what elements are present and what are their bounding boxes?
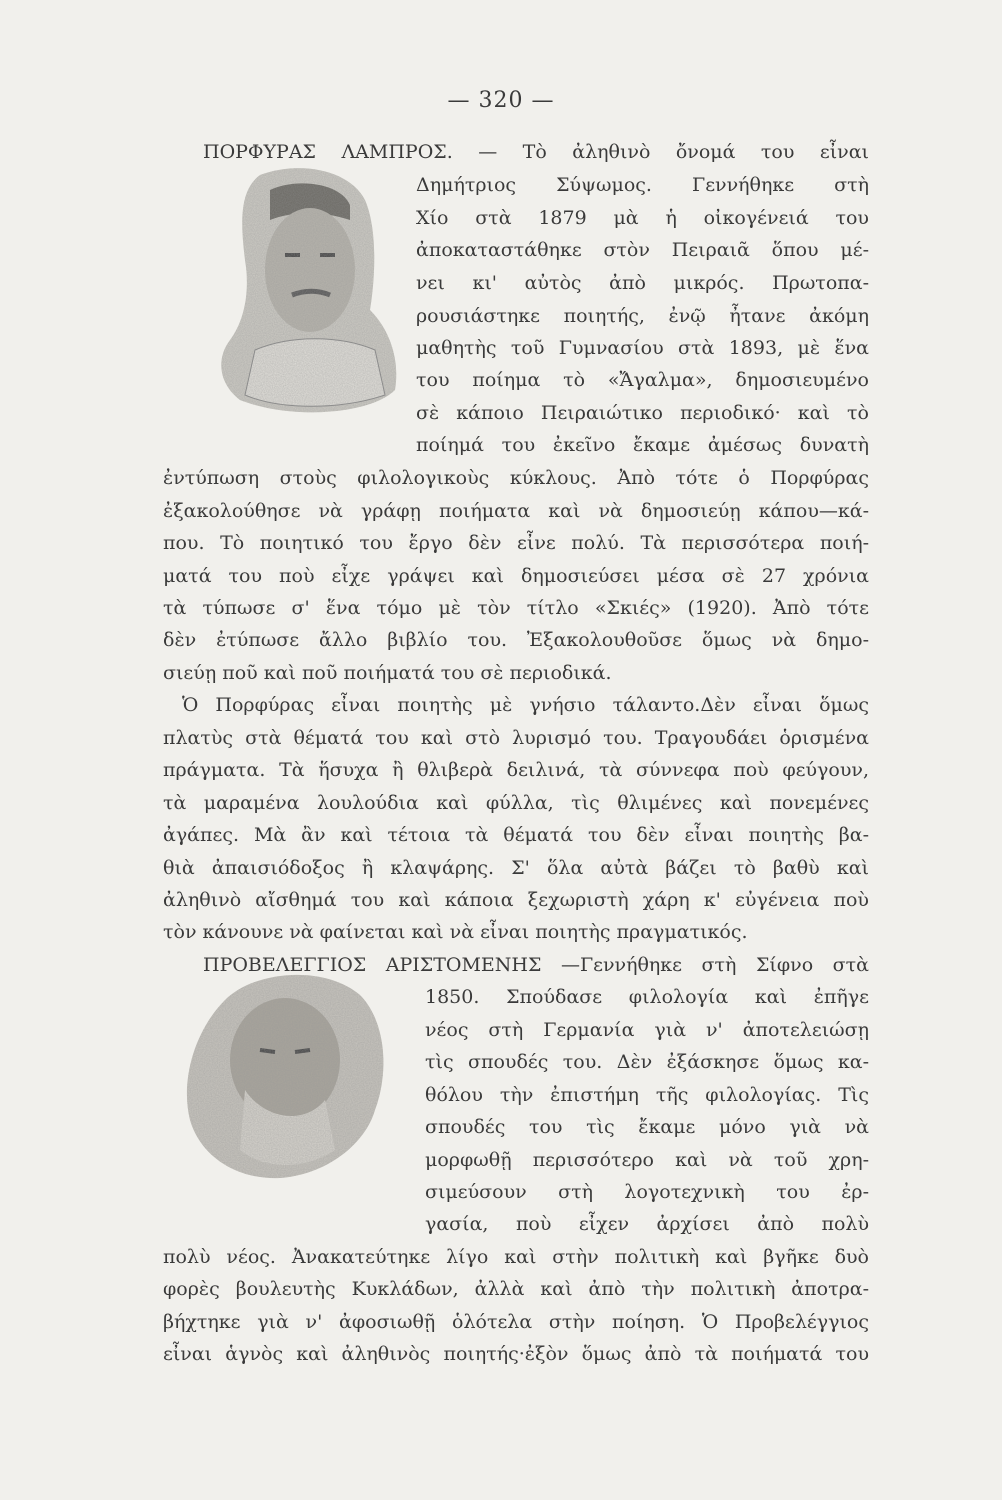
entry2-line: ΠΡΟΒΕΛΕΓΓΙΟΣ ΑΡΙΣΤΟΜΕΝΗΣ —Γεννήθηκε στὴ Σίφνο στὰ [203, 954, 869, 976]
entry1-line: σὲ κάποιο Πειραιώτικο περιοδικό· καὶ τὸ [416, 402, 869, 424]
entry1-line: ματά του ποὺ εἶχε γράψει καὶ δημοσιεύσει μέσα σὲ 27 χρόνια [163, 565, 869, 587]
entry2-line: 1850. Σπούδασε φιλολογία καὶ ἐπῆγε [425, 986, 869, 1008]
entry1-line: νει κι' αὐτὸς ἀπὸ μικρός. Πρωτοπα- [416, 272, 869, 294]
entry1-line: Δημήτριος Σύψωμος. Γεννήθηκε στὴ [416, 174, 869, 196]
page-number: — 320 — [447, 88, 555, 113]
entry1-line: ποίημά του ἐκεῖνο ἔκαμε ἀμέσως δυνατὴ [416, 434, 869, 456]
entry2-line: σπουδές του τὶς ἔκαμε μόνο γιὰ νὰ [425, 1116, 869, 1138]
entry1-line: ἀποκαταστάθηκε στὸν Πειραιᾶ ὅπου μέ- [416, 239, 869, 261]
entry1-line: ΠΟΡΦΥΡΑΣ ΛΑΜΠΡΟΣ. — Τὸ ἀληθινὸ ὄνομά του εἶναι [203, 141, 869, 163]
entry1-line: τὰ μαραμένα λουλούδια καὶ φύλλα, τὶς θλιμένες καὶ πονεμένες [163, 792, 869, 814]
entry2-line: γασία, ποὺ εἶχεν ἀρχίσει ἀπὸ πολὺ [425, 1213, 869, 1235]
entry1-line: ἐξακολούθησε νὰ γράφῃ ποιήματα καὶ νὰ δημοσιεύῃ κάπου—κά- [163, 500, 869, 522]
entry2-line: θόλου τὴν ἐπιστήμη τῆς φιλολογίας. Τὶς [425, 1084, 869, 1106]
entry1-line: του ποίημα τὸ «Ἄγαλμα», δημοσιευμένο [416, 369, 869, 391]
entry2-line: μορφωθῇ περισσότερο καὶ νὰ τοῦ χρη- [425, 1149, 869, 1171]
entry1-line: Χίο στὰ 1879 μὰ ἡ οἰκογένειά του [416, 207, 869, 229]
portrait-provelengios [175, 960, 390, 1190]
entry1-line: ἐντύπωση στοὺς φιλολογικοὺς κύκλους. Ἀπὸ τότε ὁ Πορφύρας [163, 467, 869, 489]
entry2-line: τὶς σπουδές του. Δὲν ἐξάσκησε ὅμως κα- [425, 1051, 869, 1073]
entry1-line: θιὰ ἀπαισιόδοξος ἢ κλαψάρης. Σ' ὅλα αὐτὰ βάζει τὸ βαθὺ καὶ [163, 857, 869, 879]
entry1-line: Ὁ Πορφύρας εἶναι ποιητὴς μὲ γνήσιο τάλαντο.Δὲν εἶναι ὅμως [182, 694, 869, 716]
entry1-line: τὸν κάνουνε νὰ φαίνεται καὶ νὰ εἶναι ποιητὴς πραγματικός. [163, 921, 748, 943]
entry1-line: τὰ τύπωσε σ' ἕνα τόμο μὲ τὸν τίτλο «Σκιές» (1920). Ἀπὸ τότε [163, 597, 869, 619]
entry2-line: φορὲς βουλευτὴς Κυκλάδων, ἀλλὰ καὶ ἀπὸ τὴν πολιτικὴ ἀποτρα- [163, 1278, 869, 1300]
entry1-line: σιεύῃ ποῦ καὶ ποῦ ποιήματά του σὲ περιοδικά. [163, 662, 612, 684]
entry2-line: νέος στὴ Γερμανία γιὰ ν' ἀποτελειώσῃ [425, 1019, 869, 1041]
entry2-line: πολὺ νέος. Ἀνακατεύτηκε λίγο καὶ στὴν πολιτικὴ καὶ βγῆκε δυὸ [163, 1246, 869, 1268]
entry1-line: πλατὺς στὰ θέματά του καὶ στὸ λυρισμό του. Τραγουδάει ὁρισμένα [163, 727, 869, 749]
entry1-line: ἀληθινὸ αἴσθημά του καὶ κάποια ξεχωριστὴ χάρη κ' εὐγένεια ποὺ [163, 889, 869, 911]
entry1-line: ἀγάπες. Μὰ ἂν καὶ τέτοια τὰ θέματά του δὲν εἶναι ποιητὴς βα- [163, 824, 869, 846]
entry2-line: σιμεύσουν στὴ λογοτεχνικὴ του ἐρ- [425, 1181, 869, 1203]
entry1-line: πράγματα. Τὰ ἥσυχα ἢ θλιβερὰ δειλινά, τὰ σύννεφα ποὺ φεύγουν, [163, 759, 869, 781]
entry1-line: ρουσιάστηκε ποιητής, ἐνῷ ἦτανε ἀκόμη [416, 305, 869, 327]
entry1-line: μαθητὴς τοῦ Γυμνασίου στὰ 1893, μὲ ἕνα [416, 337, 869, 359]
entry1-line: δὲν ἐτύπωσε ἄλλο βιβλίο του. Ἐξακολουθοῦσε ὅμως νὰ δημο- [163, 629, 869, 651]
entry2-line: βήχτηκε γιὰ ν' ἀφοσιωθῇ ὁλότελα στὴν ποίηση. Ὁ Προβελέγγιος [163, 1311, 869, 1333]
portrait-porfyras [200, 160, 415, 425]
entry2-line: εἶναι ἁγνὸς καὶ ἀληθινὸς ποιητής·ἐξὸν ὅμως ἀπὸ τὰ ποιήματά του [163, 1343, 869, 1365]
entry1-line: που. Τὸ ποιητικό του ἔργο δὲν εἶνε πολύ. Τὰ περισσότερα ποιή- [163, 532, 869, 554]
